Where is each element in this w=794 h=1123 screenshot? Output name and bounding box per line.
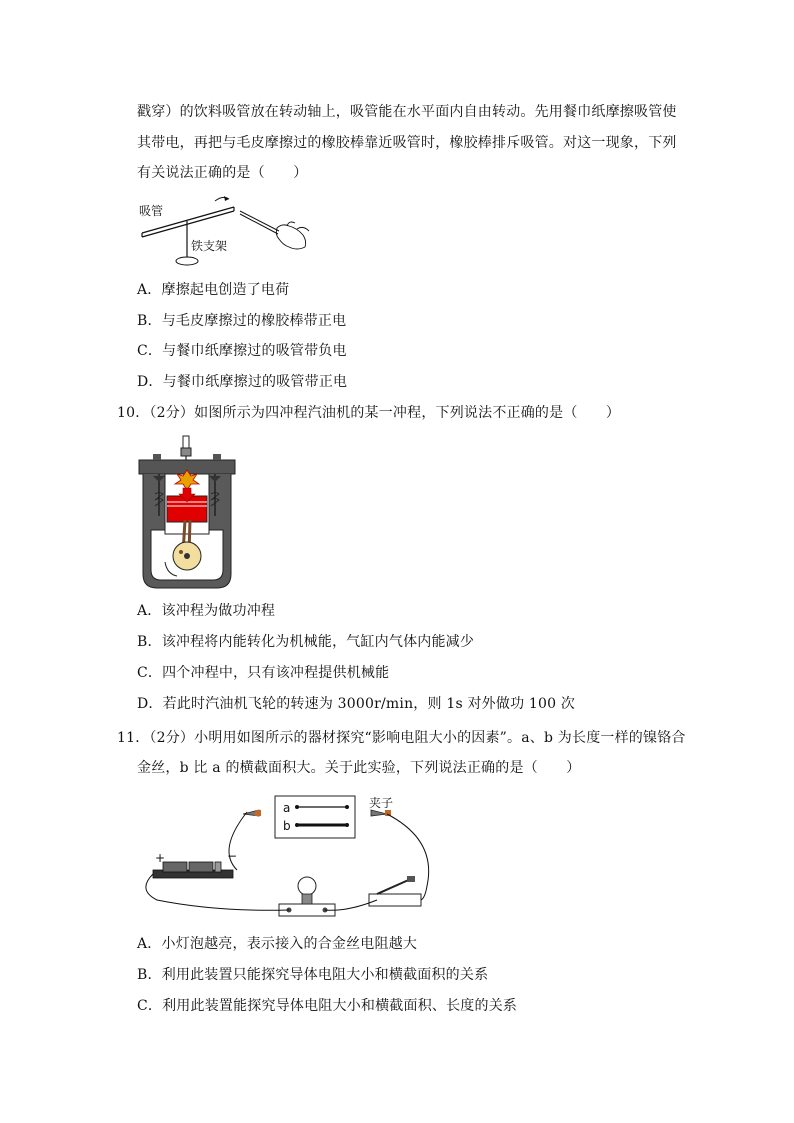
rubber-rod [240,211,279,234]
q11-option-b[interactable]: B．利用此装置只能探究导体电阻大小和横截面积的关系 [137,967,489,983]
q9-stem-line-3: 有关说法正确的是（ ） [137,165,308,181]
q11-figure-resistance-circuit [137,790,437,920]
battery-plus-label: + [155,851,166,865]
q9-stem-line-2: 其带电，再把与毛皮摩擦过的橡胶棒靠近吸管时，橡胶棒排斥吸管。对这一现象，下列 [137,135,677,151]
q11-stem-line-1: 11．（2分）小明用如图所示的器材探究“影响电阻大小的因素”。a、b 为长度一样的镍铬合 [117,730,686,746]
knife-switch-icon [369,876,421,906]
q9-option-d[interactable]: D．与餐巾纸摩擦过的吸管带正电 [137,374,348,390]
q9-option-c[interactable]: C．与餐巾纸摩擦过的吸管带负电 [137,343,347,359]
q10-option-a[interactable]: A．该冲程为做功冲程 [137,603,276,619]
q9-option-b[interactable]: B．与毛皮摩擦过的橡胶棒带正电 [137,313,347,329]
q11-option-a[interactable]: A．小灯泡越亮，表示接入的合金丝电阻越大 [137,936,418,952]
stand-label: 铁支架 [191,239,228,253]
wire-b-label: b [283,819,291,833]
q10-stem: 10．（2分）如图所示为四冲程汽油机的某一冲程，下列说法不正确的是（ ） [117,405,621,421]
q10-option-d[interactable]: D．若此时汽油机飞轮的转速为 3000r/min，则 1s 对外做功 100 次 [137,696,576,712]
q9-stem-line-1: 戳穿）的饮料吸管放在转动轴上，吸管能在水平面内自由转动。先用餐巾纸摩擦吸管使 [137,104,677,120]
hand-icon [276,222,309,249]
straw-label: 吸管 [139,204,164,218]
battery-minus-label: − [227,849,238,863]
q11-option-c[interactable]: C．利用此装置能探究导体电阻大小和横截面积、长度的关系 [137,998,518,1014]
q9-option-a[interactable]: A．摩擦起电创造了电荷 [137,282,290,298]
q10-figure-engine-cylinder [137,434,237,590]
q10-option-c[interactable]: C．四个冲程中，只有该冲程提供机械能 [137,665,390,681]
q11-stem-line-2: 金丝，b 比 a 的横截面积大。关于此实验，下列说法正确的是（ ） [137,760,581,776]
clip-label: 夹子 [369,796,394,810]
right-clip-icon [371,810,391,816]
q10-option-b[interactable]: B．该冲程将内能转化为机械能，气缸内气体内能减少 [137,634,475,650]
q9-figure-straw-stand [137,195,312,270]
wire-a-label: a [283,801,291,815]
